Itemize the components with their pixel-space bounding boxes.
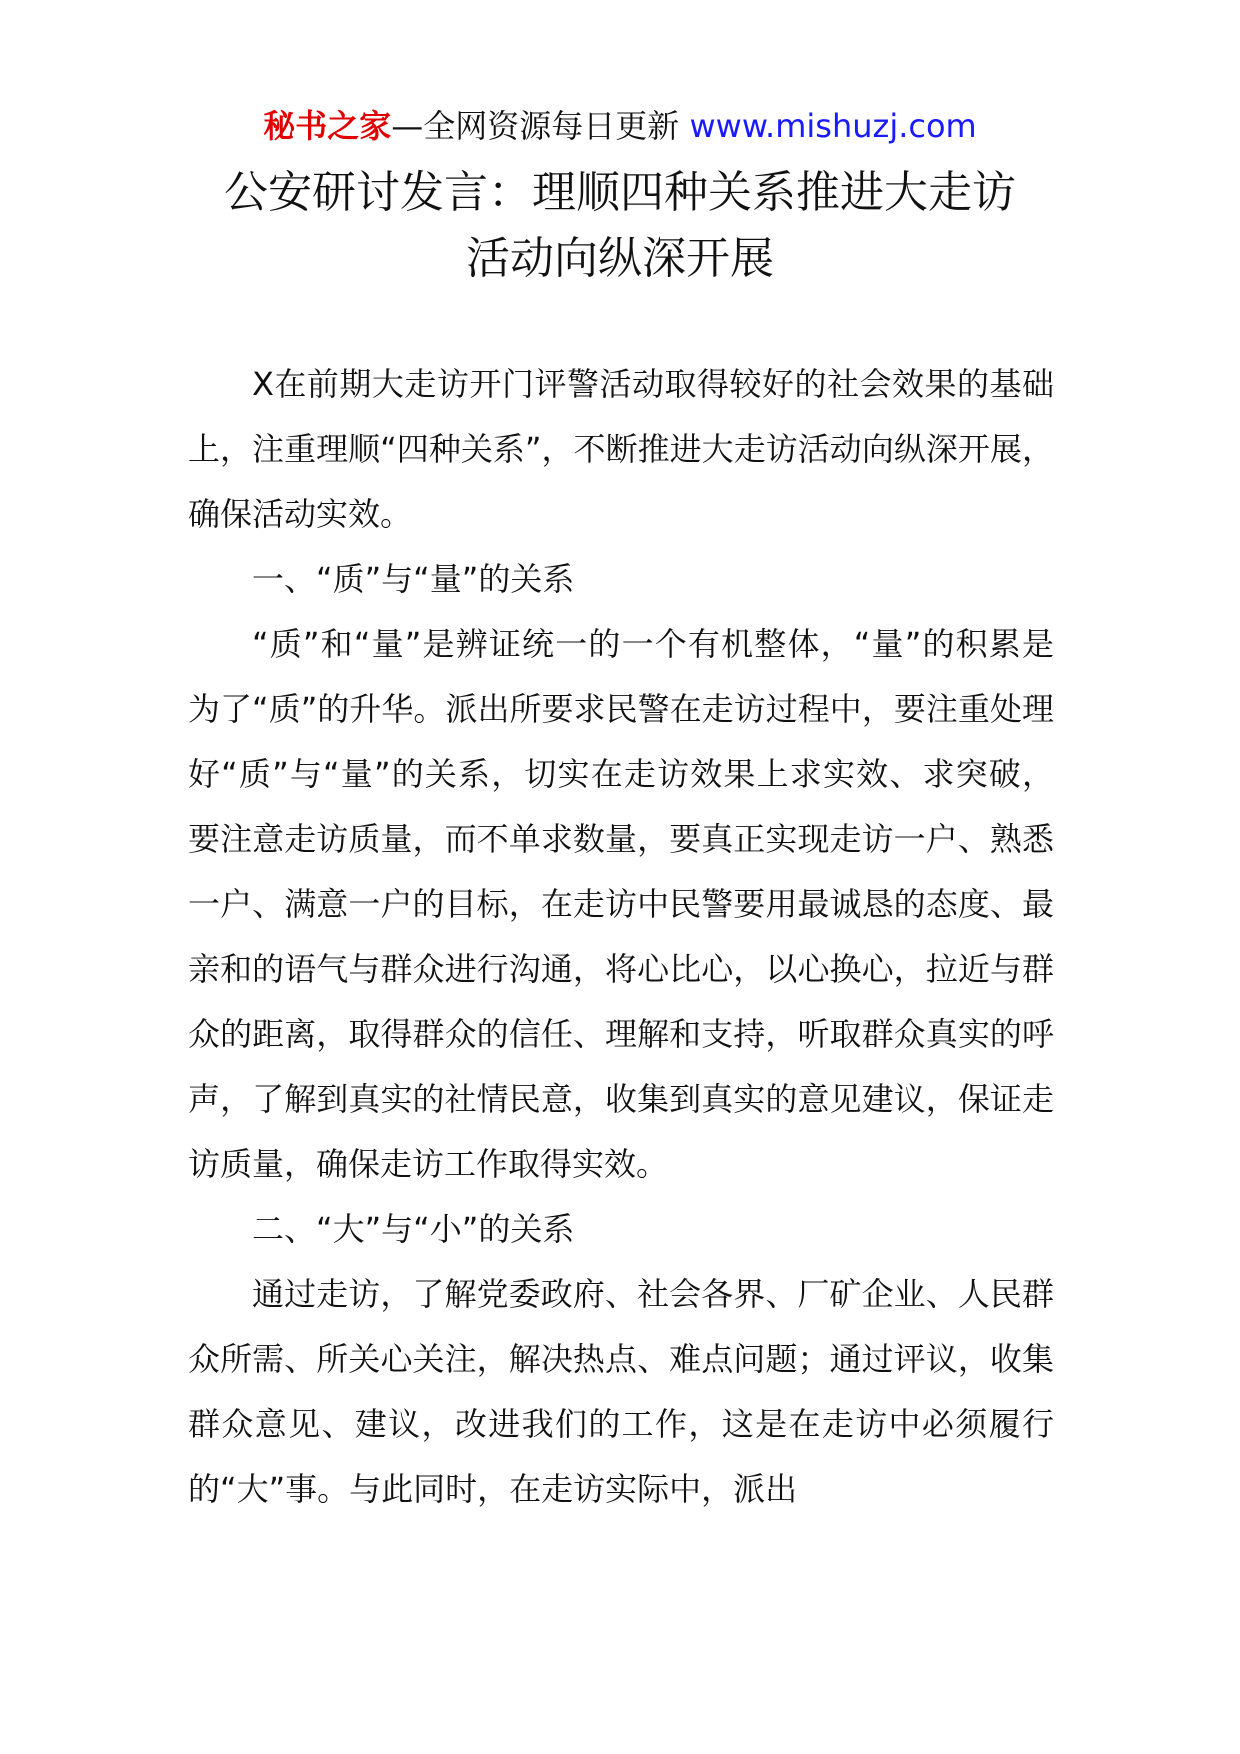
site-url-link[interactable]: www.mishuzj.com — [689, 107, 977, 145]
site-banner — [0, 104, 1240, 148]
section-heading-1: 一、“质”与“量”的关系 — [252, 560, 575, 598]
body-paragraph-1: “质”和“量”是辨证统一的一个有机整体，“量”的积累是为了“质”的升华。派出所要求民警在走访过程中，要注重处理好“质”与“量”的关系，切实在走访效果上求实效、求突破，要注意走访质量，而不单求数量，要真正实现走访一户、熟悉一户、满意一户的目标，在走访中民警要用最诚恳的态度、最亲和的语气与群众进行沟通，将心比心，以心换心，拉近与群众的距离，取得群众的信任、理解和支持，听取群众真实的呼声，了解到真实的社情民意，收集到真实的意见建议，保证走访质量，确保走访工作取得实效。 — [188, 625, 1054, 1183]
document-title — [150, 160, 1090, 292]
intro-paragraph: X在前期大走访开门评警活动取得较好的社会效果的基础上，注重理顺“四种关系”，不断推进大走访活动向纵深开展，确保活动实效。 — [188, 365, 1054, 533]
document-body — [188, 352, 1054, 1522]
brand-name: 秘书之家 — [263, 107, 392, 145]
title-line-2: 活动向纵深开展 — [466, 233, 774, 284]
title-line-1: 公安研讨发言：理顺四种关系推进大走访 — [224, 167, 1016, 218]
banner-tagline: —全网资源每日更新 — [391, 107, 690, 145]
body-paragraph-2: 通过走访，了解党委政府、社会各界、厂矿企业、人民群众所需、所关心关注，解决热点、难点问题；通过评议，收集群众意见、建议，改进我们的工作，这是在走访中必须履行的“大”事。与此同时，在走访实际中，派出 — [188, 1275, 1054, 1508]
section-heading-2: 二、“大”与“小”的关系 — [252, 1210, 575, 1248]
